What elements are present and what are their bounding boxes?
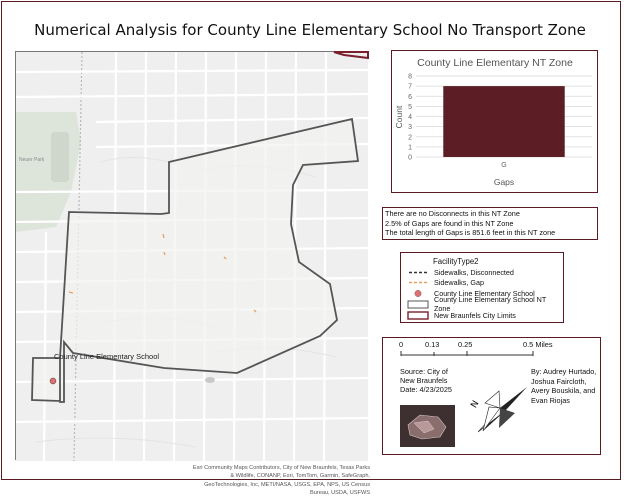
legend-item-gap [407, 277, 484, 287]
stats-line-gap-length: The total length of Gaps is 851.6 feet in this NT zone [385, 228, 556, 238]
maroon-outline-box-icon [407, 311, 429, 320]
legend-label: Sidewalks, Gap [434, 277, 484, 287]
y-tick-label: 6 [408, 93, 412, 101]
x-axis-label: Gaps [493, 177, 515, 187]
school-label: County Line Elementary School [54, 352, 160, 361]
legend-item-city-limits [407, 310, 516, 320]
legend-item-nt-zone [407, 295, 563, 313]
map-attribution: Esri Community Maps Contributors, City of New Braunfels, Texas Parks & Wildlife, CONANP, Esri, TomTom, Garmin, SafeGraph, GeoTechnologies, Inc, METI/NASA, USGS, EPA, NPS, US Census Bureau, USDA, USFWS [192, 465, 370, 496]
y-tick-label: 1 [408, 144, 412, 152]
map-frame [15, 51, 370, 496]
y-tick-label: 8 [408, 73, 412, 81]
y-tick-label: 0 [408, 154, 412, 162]
bar-chart [392, 51, 599, 194]
svg-text:N: N [469, 399, 482, 410]
scale-label: 0.13 [425, 340, 440, 349]
chart-title: County Line Elementary NT Zone [417, 57, 573, 69]
y-tick-label: 3 [408, 124, 412, 132]
stats-line-gap-percent: 2.5% of Gaps are found in this NT Zone [385, 218, 514, 228]
inset-map-image [400, 405, 455, 447]
legend-label: County Line Elementary School [434, 288, 535, 298]
gray-outline-box-icon [407, 300, 429, 309]
park-label: Neuer Park [19, 157, 45, 163]
legend-item-disconnected [407, 267, 514, 277]
source-text: Source: City of New Braunfels Date: 4/23/2025 [400, 367, 452, 394]
y-tick-label: 2 [408, 134, 412, 142]
legend-label: Sidewalks, Disconnected [434, 267, 514, 277]
scale-label: 0.5 Miles [523, 340, 553, 349]
scale-label: 0.25 [458, 340, 473, 349]
legend-label: County Line Elementary School NT Zone [434, 295, 547, 313]
dashed-dark-line-icon [407, 268, 429, 277]
author-text: By: Audrey Hurtado, Joshua Faircloth, Avery Bouskila, and Evan Riojas [531, 367, 597, 405]
scale-bar [400, 350, 535, 358]
basemap [16, 52, 368, 461]
bar [443, 86, 564, 157]
north-arrow-icon [469, 383, 531, 433]
chart-panel [391, 50, 598, 193]
y-tick-label: 4 [408, 114, 412, 121]
y-tick-label: 5 [408, 103, 412, 111]
legend [400, 252, 564, 323]
stats-panel [382, 207, 598, 240]
page-title: Numerical Analysis for County Line Elementary School No Transport Zone [34, 21, 586, 39]
y-axis-label: Count [394, 105, 404, 129]
scale-label: 0 [399, 340, 404, 349]
y-tick-label: 7 [408, 83, 412, 91]
stats-line-disconnects: There are no Disconnects in this NT Zone [385, 209, 520, 218]
dashed-orange-line-icon [407, 278, 429, 287]
salmon-point-icon [407, 289, 429, 298]
info-panel [382, 337, 601, 455]
legend-label: New Braunfels City Limits [434, 310, 516, 320]
x-tick-label: G [501, 162, 507, 169]
legend-title: FacilityType2 [433, 257, 479, 266]
school-point [50, 378, 56, 384]
inset-map [400, 405, 455, 447]
